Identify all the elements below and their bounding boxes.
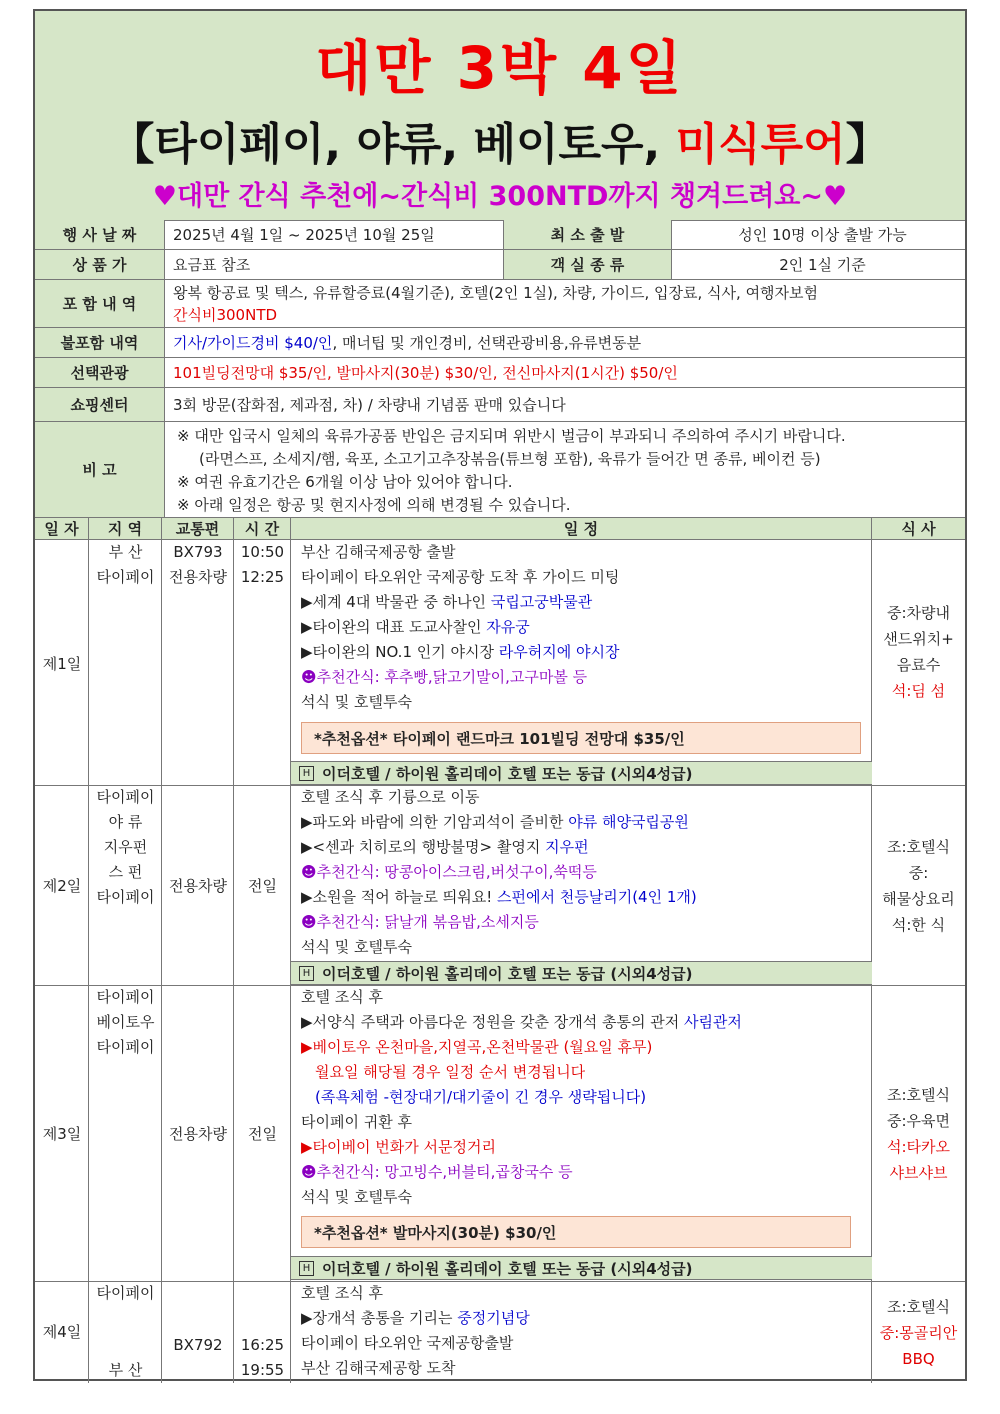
- region-item: 스 펀: [108, 863, 143, 881]
- excluded-label: 불포함 내역: [35, 328, 165, 358]
- schedule-note: (족욕체험 -현장대기/대기줄이 긴 경우 생략됩니다): [315, 1088, 647, 1106]
- schedule-line: 부산 김해국제공항 출발: [301, 543, 456, 561]
- schedule-note: 월요일 해당될 경우 일정 순서 변경됩니다: [315, 1063, 586, 1081]
- schedule-line: 석식 및 호텔투숙: [301, 693, 412, 711]
- schedule-line: 석식 및 호텔투숙: [301, 938, 412, 956]
- meal-item: 석:딤 섬: [891, 682, 946, 700]
- meal-item: 중:차량내: [886, 604, 950, 622]
- time-item: 10:50: [240, 543, 285, 561]
- schedule-text: ▶타이완의 NO.1 인기 야시장: [301, 643, 499, 661]
- schedule-line: [301, 615, 619, 640]
- col-meal: 식 사: [872, 518, 965, 540]
- remarks-list: [177, 425, 846, 517]
- attraction-name: 자유궁: [486, 618, 530, 636]
- schedule-line: 부산 김해국제공항 도착: [301, 1359, 456, 1377]
- schedule-text: ▶장개석 총통을 기리는: [301, 1309, 458, 1327]
- time-item: 12:25: [240, 568, 285, 586]
- main-title: 대만 3박 4일: [315, 34, 685, 102]
- day2-meal: [872, 834, 965, 938]
- day3-schedule: [301, 985, 742, 1210]
- day3-transport: 전용차량: [169, 1125, 227, 1143]
- meal-item: 해물상요리: [882, 890, 955, 908]
- optional-tour-label: 선택관광: [35, 358, 165, 388]
- time-item: 16:25: [240, 1336, 285, 1354]
- schedule-text: ▶타이완의 대표 도교사찰인: [301, 618, 487, 636]
- day2-time: 전일: [248, 877, 277, 895]
- schedule-line: 타이페이 타오위안 국제공항 도착 후 가이드 미팅: [301, 568, 620, 586]
- flight-code: BX793: [173, 543, 223, 561]
- schedule-line: [301, 810, 697, 835]
- meal-item: 조:호텔식: [886, 1298, 950, 1316]
- day4-meal: [872, 1294, 965, 1372]
- hotel-icon: H: [299, 766, 314, 781]
- schedule-line: 석식 및 호텔투숙: [301, 1188, 412, 1206]
- schedule-text: ▶<센과 치히로의 행방불명> 촬영지: [301, 838, 546, 856]
- subtitle-bracket: 】: [845, 119, 890, 170]
- meal-item: BBQ: [902, 1350, 935, 1368]
- day1-schedule: [301, 540, 619, 715]
- meal-item: 조:호텔식: [886, 1086, 950, 1104]
- included-text: 왕복 항공료 및 텍스, 유류할증료(4월기준), 호텔(2인 1실), 차량, 가이드, 입장료, 식사, 여행자보험: [173, 284, 819, 302]
- region-item: 타이페이: [96, 1038, 155, 1056]
- region-item: 부 산: [108, 543, 143, 561]
- remark-item: (라면스프, 소세지/햄, 육포, 소고기고추장볶음(튜브형 포함), 육류가 들어간 면 종류, 베이컨 등): [199, 450, 821, 468]
- hotel-name: 이더호텔 / 하이원 홀리데이 호텔 또는 동급 (시외4성급): [322, 1259, 693, 1278]
- schedule-line: [301, 1306, 530, 1331]
- shopping-label: 쇼핑센터: [35, 388, 165, 422]
- col-transport: 교통편: [162, 518, 234, 540]
- col-schedule: 일 정: [291, 518, 872, 540]
- snack-recommendation: ☻추천간식: 망고빙수,버블티,곱창국수 등: [301, 1163, 573, 1181]
- region-item: 야 류: [108, 813, 143, 831]
- day1-label: 제1일: [42, 655, 82, 673]
- time-item: 19:55: [240, 1361, 285, 1379]
- meal-item: 음료수: [896, 656, 941, 674]
- attraction-name: 라우허지에 야시장: [498, 643, 620, 661]
- included-value: [165, 280, 965, 328]
- day1-meal: [872, 600, 965, 704]
- schedule-text: ▶세계 4대 박물관 중 하나인: [301, 593, 491, 611]
- snack-budget: 간식비300NTD: [173, 306, 278, 324]
- attraction-name: 중정기념당: [457, 1309, 530, 1327]
- day3-meal: [872, 1082, 965, 1186]
- period-value: 2025년 4월 1일 ~ 2025년 10월 25일: [165, 220, 504, 250]
- meal-item: 샌드위치+: [883, 630, 954, 648]
- day4-schedule: [301, 1281, 530, 1381]
- schedule-line: [301, 885, 697, 910]
- min-departure-value: 성인 10명 이상 출발 가능: [672, 220, 965, 250]
- subtitle: [35, 115, 965, 175]
- schedule-line: 타이페이 귀환 후: [301, 1113, 412, 1131]
- day1-region: [89, 540, 162, 590]
- region-item: 지우펀: [103, 838, 148, 856]
- included-label: 포 함 내 역: [35, 280, 165, 328]
- day3-time: 전일: [248, 1125, 277, 1143]
- schedule-line: [301, 1010, 742, 1035]
- region-item: 타이페이: [96, 988, 155, 1006]
- day3-region: [89, 985, 162, 1060]
- day4-transport: BX792: [173, 1336, 223, 1354]
- schedule-line: ▶타이베이 번화가 서문정거리: [301, 1138, 496, 1156]
- tagline: ♥대만 간식 추천에~간식비 300NTD까지 챙겨드려요~♥: [152, 181, 848, 212]
- transport-item: 전용차량: [169, 568, 227, 586]
- day3-label: 제3일: [42, 1125, 82, 1143]
- price-value: 요금표 참조: [165, 250, 504, 280]
- day4-region-end: 부 산: [108, 1361, 143, 1379]
- title-banner: [35, 11, 965, 221]
- day2-label: 제2일: [42, 877, 82, 895]
- hotel-name: 이더호텔 / 하이원 홀리데이 호텔 또는 동급 (시외4성급): [322, 764, 693, 783]
- day4-region-start: 타이페이: [96, 1284, 155, 1302]
- day2-hotel: [291, 961, 872, 985]
- room-label: 객 실 종 류: [504, 250, 672, 280]
- schedule-line: [301, 590, 619, 615]
- region-item: 베이토우: [96, 1013, 155, 1031]
- schedule-line: 호텔 조식 후: [301, 1284, 383, 1302]
- room-value: 2인 1실 기준: [672, 250, 965, 280]
- hotel-name: 이더호텔 / 하이원 홀리데이 호텔 또는 동급 (시외4성급): [322, 964, 693, 983]
- period-label: 행 사 날 짜: [35, 220, 165, 250]
- day4-time: [234, 1333, 291, 1383]
- attraction-name: 지우펀: [545, 838, 589, 856]
- col-region: 지 역: [89, 518, 162, 540]
- attraction-name: 사림관저: [683, 1013, 742, 1031]
- col-time: 시 간: [234, 518, 291, 540]
- remark-item: ※ 여권 유효기간은 6개월 이상 남아 있어야 합니다.: [177, 473, 513, 491]
- tour-sheet: [33, 9, 967, 1381]
- meal-item: 석:한 식: [891, 916, 946, 934]
- meal-item: 샤브샤브: [889, 1164, 948, 1182]
- min-departure-label: 최 소 출 발: [504, 220, 672, 250]
- day2-transport: 전용차량: [169, 877, 227, 895]
- day4-label: 제4일: [42, 1323, 82, 1341]
- excluded-value: [165, 328, 965, 358]
- snack-recommendation: ☻추천간식: 닭날개 볶음밥,소세지등: [301, 913, 539, 931]
- remark-item: ※ 아래 일정은 항공 및 현지사정에 의해 변경될 수 있습니다.: [177, 496, 571, 514]
- attraction-name: 국립고궁박물관: [490, 593, 593, 611]
- day2-schedule: [301, 785, 697, 960]
- hotel-icon: H: [299, 966, 314, 981]
- attraction-name: 야류 해양국립공원: [568, 813, 689, 831]
- meal-item: 중:우육면: [886, 1112, 950, 1130]
- schedule-line: 호텔 조식 후 기륭으로 이동: [301, 788, 480, 806]
- day1-transport: [162, 540, 234, 590]
- meal-item: 중:: [908, 864, 929, 882]
- remark-item: ※ 대만 입국시 일체의 육류가공품 반입은 금지되며 위반시 벌금이 부과되니 주의하여 주시기 바랍니다.: [177, 427, 846, 445]
- subtitle-highlight: 미식투어: [675, 119, 846, 170]
- schedule-text: ▶서양식 주택과 아름다운 정원을 갖춘 장개석 총통의 관저: [301, 1013, 684, 1031]
- excluded-rest: , 매너팁 및 개인경비, 선택관광비용,유류변동분: [332, 333, 642, 352]
- attraction-name: 스펀에서 천등날리기(4인 1개): [497, 888, 697, 906]
- shopping-value: 3회 방문(잡화점, 제과점, 차) / 차량내 기념품 판매 있습니다: [165, 388, 965, 422]
- price-label: 상 품 가: [35, 250, 165, 280]
- schedule-line: [301, 835, 697, 860]
- day3-option-box: *추천옵션* 발마사지(30분) $30/인: [301, 1216, 851, 1248]
- region-item: 타이페이: [96, 888, 155, 906]
- day1-time: [234, 540, 291, 590]
- region-item: 타이페이: [96, 568, 155, 586]
- day1-hotel: [291, 761, 872, 785]
- schedule-line: ▶베이토우 온천마을,지열곡,온천박물관 (월요일 휴무): [301, 1038, 653, 1056]
- day1-option-box: *추천옵션* 타이페이 랜드마크 101빌딩 전망대 $35/인: [301, 722, 861, 754]
- schedule-line: 호텔 조식 후: [301, 988, 383, 1006]
- schedule-text: ▶파도와 바람에 의한 기암괴석이 즐비한: [301, 813, 569, 831]
- guide-fee: 기사/가이드경비 $40/인: [173, 333, 333, 352]
- snack-recommendation: ☻추천간식: 땅콩아이스크림,버섯구이,쑥떡등: [301, 863, 597, 881]
- snack-recommendation: ☻추천간식: 후추빵,닭고기말이,고구마볼 등: [301, 668, 588, 686]
- hotel-icon: H: [299, 1261, 314, 1276]
- optional-tour-value: 101빌딩전망대 $35/인, 발마사지(30분) $30/인, 전신마사지(1시간) $50/인: [165, 358, 965, 388]
- schedule-text: ▶소원을 적어 하늘로 띄워요!: [301, 888, 498, 906]
- day3-hotel: [291, 1256, 872, 1280]
- day2-region: [89, 785, 162, 910]
- remarks-label: 비 고: [35, 422, 165, 518]
- schedule-line: 타이페이 타오위안 국제공항출발: [301, 1334, 514, 1352]
- meal-item: 석:타카오: [886, 1138, 950, 1156]
- meal-item: 조:호텔식: [886, 838, 950, 856]
- meal-item: 중:몽골리안: [879, 1324, 958, 1342]
- region-item: 타이페이: [96, 788, 155, 806]
- subtitle-text: 【타이페이, 야류, 베이토우,: [110, 119, 676, 170]
- col-day: 일 자: [35, 518, 89, 540]
- schedule-line: [301, 640, 619, 665]
